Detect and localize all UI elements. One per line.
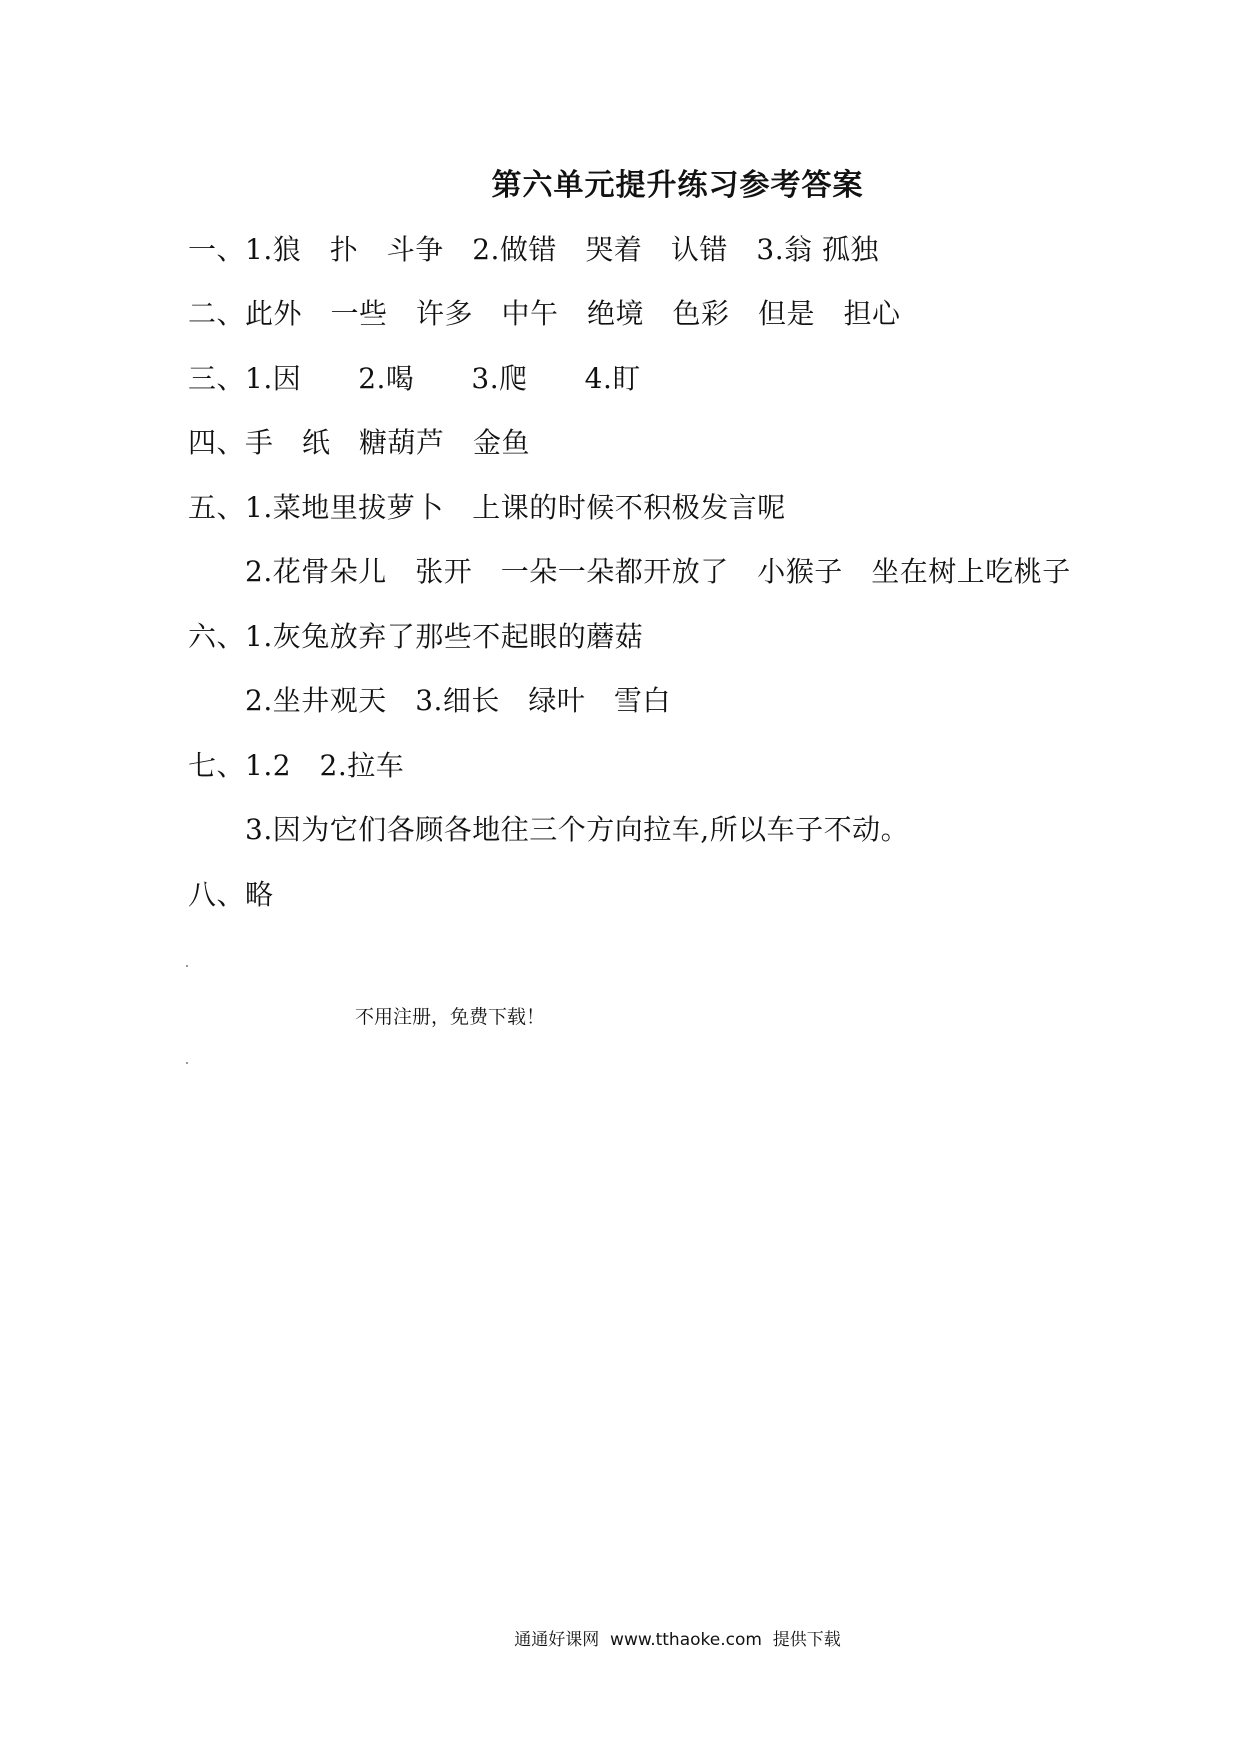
scan-dot [186,965,188,967]
answer-line-2: 二、此外 一些 许多 中午 绝境 色彩 但是 担心 [188,297,901,330]
answer-line-7: 七、1.2 2.拉车 [188,749,405,782]
answer-line-7-cont: 3.因为它们各顾各地往三个方向拉车,所以车子不动。 [245,813,910,846]
free-download-note: 不用注册，免费下载！ [355,1006,546,1028]
answer-line-5: 五、1.菜地里拔萝卜 上课的时候不积极发言呢 [188,491,786,524]
answer-line-4: 四、手 纸 糖葫芦 金鱼 [188,426,531,459]
answer-line-6-cont: 2.坐井观天 3.细长 绿叶 雪白 [245,684,671,717]
answer-line-6: 六、1.灰兔放弃了那些不起眼的蘑菇 [188,620,644,653]
page-footer: 通通好课网 www.tthaoke.com 提供下载 [514,1630,841,1650]
answer-line-5-cont: 2.花骨朵儿 张开 一朵一朵都开放了 小猴子 坐在树上吃桃子 [245,555,1071,588]
answer-line-3: 三、1.因 2.喝 3.爬 4.盯 [188,362,641,395]
page-title: 第六单元提升练习参考答案 [491,168,864,203]
answer-line-8: 八、略 [188,878,274,911]
scan-dot [186,1062,188,1064]
answer-line-1: 一、1.狼 扑 斗争 2.做错 哭着 认错 3.翁 孤独 [188,233,880,266]
